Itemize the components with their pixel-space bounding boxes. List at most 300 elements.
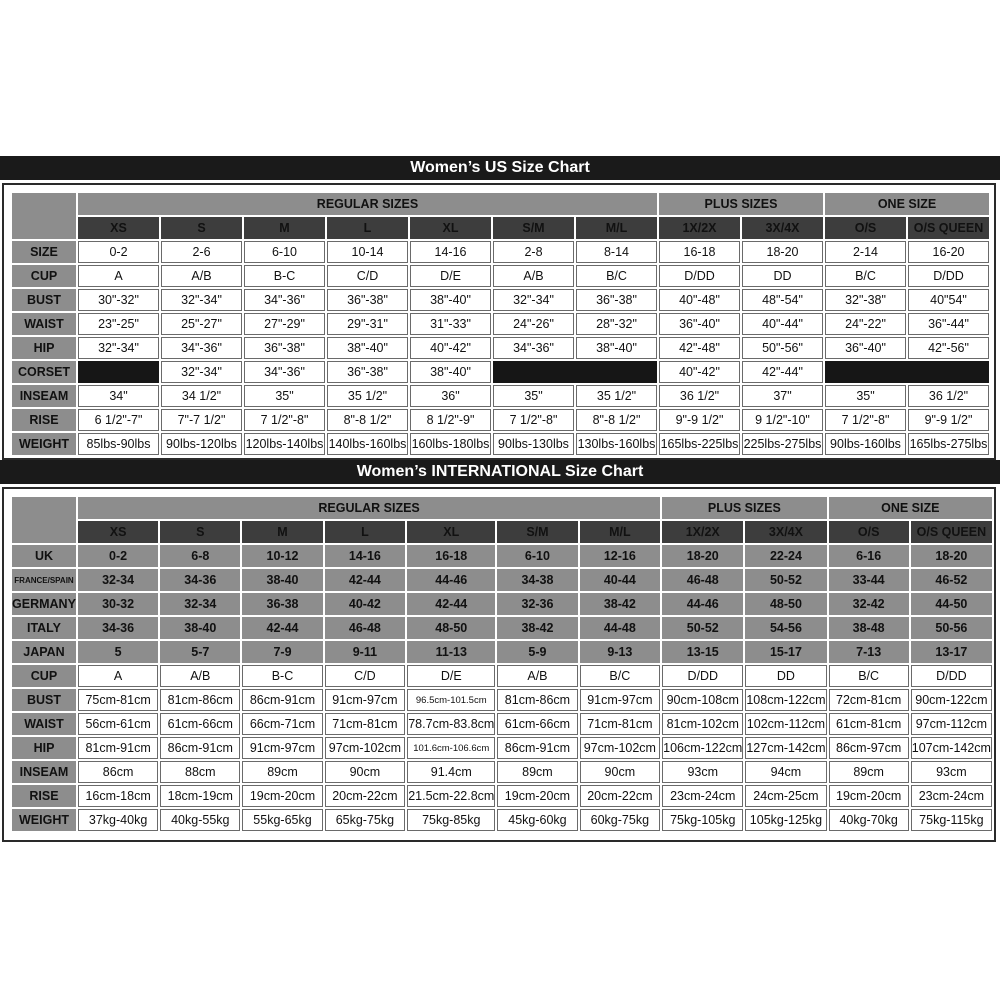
table-cell: 24"-22" xyxy=(825,313,906,335)
table-cell: 29"-31" xyxy=(327,313,408,335)
table-cell: 36"-38" xyxy=(327,289,408,311)
table-cell: 5-7 xyxy=(160,641,240,663)
row-header-france-spain: FRANCE/SPAIN xyxy=(12,569,76,591)
table-cell: 21.5cm-22.8cm xyxy=(407,785,495,807)
row-header-italy: ITALY xyxy=(12,617,76,639)
table-row-germany xyxy=(12,593,992,615)
table-cell: 44-46 xyxy=(662,593,743,615)
table-cell: 34"-36" xyxy=(244,289,325,311)
table-cell: 16cm-18cm xyxy=(78,785,158,807)
table-cell: 93cm xyxy=(662,761,743,783)
table-cell: 75kg-115kg xyxy=(911,809,992,831)
table-cell: 24cm-25cm xyxy=(745,785,826,807)
table-cell: 90lbs-160lbs xyxy=(825,433,906,455)
row-header-waist: WAIST xyxy=(12,713,76,735)
table-row-bust xyxy=(12,689,992,711)
table-cell: 38-40 xyxy=(242,569,322,591)
table-cell: 42"-48" xyxy=(659,337,740,359)
table-cell: 97cm-112cm xyxy=(911,713,992,735)
table-cell: 127cm-142cm xyxy=(745,737,826,759)
table-cell: 89cm xyxy=(242,761,322,783)
table-cell: 35 1/2" xyxy=(576,385,657,407)
table-cell: 38-40 xyxy=(160,617,240,639)
table-cell: 86cm-91cm xyxy=(242,689,322,711)
not-available-cell xyxy=(78,361,159,383)
table-cell: B/C xyxy=(576,265,657,287)
table-cell: 97cm-102cm xyxy=(580,737,661,759)
table-cell: 32-42 xyxy=(829,593,909,615)
table-cell: 42-44 xyxy=(407,593,495,615)
table-cell: 32-36 xyxy=(497,593,577,615)
table-cell: 81cm-86cm xyxy=(160,689,240,711)
table-row-uk xyxy=(12,545,992,567)
table-cell: 65kg-75kg xyxy=(325,809,406,831)
column-header-1x-2x: 1X/2X xyxy=(659,217,740,239)
row-header-germany: GERMANY xyxy=(12,593,76,615)
table-cell: 7"-7 1/2" xyxy=(161,409,242,431)
table-cell: 40"-44" xyxy=(742,313,823,335)
table-row-waist xyxy=(12,313,989,335)
table-cell: B/C xyxy=(825,265,906,287)
table-cell: 18-20 xyxy=(911,545,992,567)
international-size-chart xyxy=(2,487,996,842)
group-header-one-size: ONE SIZE xyxy=(825,193,989,215)
table-cell: 71cm-81cm xyxy=(325,713,406,735)
table-cell: 36"-40" xyxy=(659,313,740,335)
table-cell: 19cm-20cm xyxy=(497,785,577,807)
table-cell: 24"-26" xyxy=(493,313,574,335)
table-cell: D/DD xyxy=(662,665,743,687)
table-cell: 36 1/2" xyxy=(659,385,740,407)
table-cell: 101.6cm-106.6cm xyxy=(407,737,495,759)
table-cell: 38"-40" xyxy=(327,337,408,359)
table-row-corset xyxy=(12,361,989,383)
table-cell: 8 1/2"-9" xyxy=(410,409,491,431)
group-header-regular-sizes: REGULAR SIZES xyxy=(78,193,657,215)
table-cell: 90lbs-120lbs xyxy=(161,433,242,455)
table-cell: 225lbs-275lbs xyxy=(742,433,823,455)
table-row-inseam xyxy=(12,761,992,783)
table-cell: B/C xyxy=(580,665,661,687)
table-corner xyxy=(12,497,76,543)
table-cell: 96.5cm-101.5cm xyxy=(407,689,495,711)
row-header-inseam: INSEAM xyxy=(12,385,76,407)
table-row-weight xyxy=(12,809,992,831)
table-cell: 34"-36" xyxy=(161,337,242,359)
not-available-cell xyxy=(825,361,989,383)
table-cell: DD xyxy=(745,665,826,687)
table-cell: 7-9 xyxy=(242,641,322,663)
table-cell: 35 1/2" xyxy=(327,385,408,407)
table-cell: 32"-38" xyxy=(825,289,906,311)
table-cell: 91cm-97cm xyxy=(325,689,406,711)
table-cell: 6 1/2"-7" xyxy=(78,409,159,431)
table-cell: 40kg-70kg xyxy=(829,809,909,831)
table-cell: 71cm-81cm xyxy=(580,713,661,735)
table-cell: 27"-29" xyxy=(244,313,325,335)
table-cell: 38-42 xyxy=(580,593,661,615)
row-header-bust: BUST xyxy=(12,289,76,311)
table-cell: 38-48 xyxy=(829,617,909,639)
table-cell: 31"-33" xyxy=(410,313,491,335)
table-cell: 50"-56" xyxy=(742,337,823,359)
table-cell: 38"-40" xyxy=(410,289,491,311)
table-cell: 40"-42" xyxy=(659,361,740,383)
table-row-hip xyxy=(12,737,992,759)
table-cell: D/E xyxy=(407,665,495,687)
table-cell: 91cm-97cm xyxy=(580,689,661,711)
row-header-corset: CORSET xyxy=(12,361,76,383)
table-cell: 45kg-60kg xyxy=(497,809,577,831)
us-size-chart-title: Women’s US Size Chart xyxy=(0,156,1000,180)
table-cell: 48-50 xyxy=(407,617,495,639)
column-header-xs: XS xyxy=(78,217,159,239)
table-cell: A/B xyxy=(161,265,242,287)
table-cell: 34-36 xyxy=(160,569,240,591)
table-cell: 105kg-125kg xyxy=(745,809,826,831)
table-cell: 90cm xyxy=(325,761,406,783)
table-cell: 160lbs-180lbs xyxy=(410,433,491,455)
table-cell: 7 1/2"-8" xyxy=(825,409,906,431)
row-header-rise: RISE xyxy=(12,785,76,807)
table-cell: 75kg-105kg xyxy=(662,809,743,831)
table-cell: 81cm-91cm xyxy=(78,737,158,759)
table-cell: D/DD xyxy=(911,665,992,687)
row-header-waist: WAIST xyxy=(12,313,76,335)
table-cell: 34"-36" xyxy=(493,337,574,359)
table-cell: 38-42 xyxy=(497,617,577,639)
table-cell: 66cm-71cm xyxy=(242,713,322,735)
table-cell: 81cm-102cm xyxy=(662,713,743,735)
table-cell: 0-2 xyxy=(78,545,158,567)
table-cell: C/D xyxy=(325,665,406,687)
table-cell: 30-32 xyxy=(78,593,158,615)
table-row-cup xyxy=(12,665,992,687)
table-cell: 28"-32" xyxy=(576,313,657,335)
table-cell: D/DD xyxy=(659,265,740,287)
table-cell: 90cm xyxy=(580,761,661,783)
table-cell: A/B xyxy=(493,265,574,287)
table-row-rise xyxy=(12,785,992,807)
table-row-bust xyxy=(12,289,989,311)
row-header-rise: RISE xyxy=(12,409,76,431)
table-cell: C/D xyxy=(327,265,408,287)
table-row-weight xyxy=(12,433,989,455)
table-cell: 61cm-66cm xyxy=(160,713,240,735)
table-cell: 36"-38" xyxy=(244,337,325,359)
table-cell: 16-18 xyxy=(659,241,740,263)
group-header-row xyxy=(12,497,992,519)
column-header-s-m: S/M xyxy=(497,521,577,543)
table-cell: 6-16 xyxy=(829,545,909,567)
row-header-uk: UK xyxy=(12,545,76,567)
table-cell: D/E xyxy=(410,265,491,287)
table-cell: 9"-9 1/2" xyxy=(659,409,740,431)
table-cell: 36 1/2" xyxy=(908,385,989,407)
table-cell: 22-24 xyxy=(745,545,826,567)
table-cell: 32"-34" xyxy=(78,337,159,359)
table-cell: 90cm-122cm xyxy=(911,689,992,711)
table-cell: 14-16 xyxy=(410,241,491,263)
table-row-size xyxy=(12,241,989,263)
table-cell: 34"-36" xyxy=(244,361,325,383)
table-cell: B-C xyxy=(242,665,322,687)
table-cell: 75kg-85kg xyxy=(407,809,495,831)
table-cell: 32"-34" xyxy=(161,361,242,383)
table-cell: 40-44 xyxy=(580,569,661,591)
table-cell: 61cm-66cm xyxy=(497,713,577,735)
column-header-s: S xyxy=(161,217,242,239)
column-header-o-s: O/S xyxy=(825,217,906,239)
table-cell: 72cm-81cm xyxy=(829,689,909,711)
row-header-hip: HIP xyxy=(12,737,76,759)
table-cell: 2-6 xyxy=(161,241,242,263)
row-header-cup: CUP xyxy=(12,265,76,287)
table-cell: 40-42 xyxy=(325,593,406,615)
table-cell: 97cm-102cm xyxy=(325,737,406,759)
table-row-cup xyxy=(12,265,989,287)
row-header-hip: HIP xyxy=(12,337,76,359)
table-cell: 46-52 xyxy=(911,569,992,591)
table-cell: 36"-40" xyxy=(825,337,906,359)
table-cell: 86cm xyxy=(78,761,158,783)
column-header-row xyxy=(12,521,992,543)
group-header-one-size: ONE SIZE xyxy=(829,497,992,519)
table-cell: 6-10 xyxy=(244,241,325,263)
table-cell: 7 1/2"-8" xyxy=(493,409,574,431)
table-cell: 35" xyxy=(825,385,906,407)
table-cell: 165lbs-225lbs xyxy=(659,433,740,455)
row-header-inseam: INSEAM xyxy=(12,761,76,783)
table-cell: 35" xyxy=(493,385,574,407)
table-cell: 9-13 xyxy=(580,641,661,663)
table-cell: 36-38 xyxy=(242,593,322,615)
table-cell: 13-15 xyxy=(662,641,743,663)
table-cell: 46-48 xyxy=(325,617,406,639)
table-cell: 19cm-20cm xyxy=(829,785,909,807)
table-cell: 130lbs-160lbs xyxy=(576,433,657,455)
table-cell: 10-14 xyxy=(327,241,408,263)
table-cell: 44-46 xyxy=(407,569,495,591)
table-cell: 34" xyxy=(78,385,159,407)
table-cell: A/B xyxy=(497,665,577,687)
table-cell: 23cm-24cm xyxy=(662,785,743,807)
table-cell: A xyxy=(78,265,159,287)
table-cell: 50-52 xyxy=(745,569,826,591)
table-cell: B-C xyxy=(244,265,325,287)
column-header-m: M xyxy=(244,217,325,239)
table-cell: 91cm-97cm xyxy=(242,737,322,759)
group-header-regular-sizes: REGULAR SIZES xyxy=(78,497,660,519)
table-cell: 81cm-86cm xyxy=(497,689,577,711)
table-cell: 9-11 xyxy=(325,641,406,663)
table-cell: 37kg-40kg xyxy=(78,809,158,831)
international-size-table xyxy=(10,495,994,833)
table-cell: 140lbs-160lbs xyxy=(327,433,408,455)
table-cell: 25"-27" xyxy=(161,313,242,335)
table-cell: 12-16 xyxy=(580,545,661,567)
table-cell: 0-2 xyxy=(78,241,159,263)
table-cell: 5-9 xyxy=(497,641,577,663)
table-cell: 90lbs-130lbs xyxy=(493,433,574,455)
table-cell: 50-56 xyxy=(911,617,992,639)
column-header-l: L xyxy=(325,521,406,543)
table-cell: 38"-40" xyxy=(410,361,491,383)
table-cell: 35" xyxy=(244,385,325,407)
table-cell: 8"-8 1/2" xyxy=(327,409,408,431)
table-cell: 16-20 xyxy=(908,241,989,263)
table-row-inseam xyxy=(12,385,989,407)
table-cell: 93cm xyxy=(911,761,992,783)
row-header-japan: JAPAN xyxy=(12,641,76,663)
table-cell: 6-8 xyxy=(160,545,240,567)
table-cell: 11-13 xyxy=(407,641,495,663)
table-cell: 40"-48" xyxy=(659,289,740,311)
column-header-s: S xyxy=(160,521,240,543)
table-cell: 48-50 xyxy=(745,593,826,615)
table-cell: 89cm xyxy=(829,761,909,783)
table-cell: 46-48 xyxy=(662,569,743,591)
table-cell: 55kg-65kg xyxy=(242,809,322,831)
table-cell: 18-20 xyxy=(742,241,823,263)
table-cell: 120lbs-140lbs xyxy=(244,433,325,455)
international-size-table-body xyxy=(12,497,992,831)
table-cell: 86cm-91cm xyxy=(160,737,240,759)
table-cell: 90cm-108cm xyxy=(662,689,743,711)
table-cell: 85lbs-90lbs xyxy=(78,433,159,455)
group-header-row xyxy=(12,193,989,215)
table-cell: 20cm-22cm xyxy=(580,785,661,807)
table-cell: A xyxy=(78,665,158,687)
table-cell: 165lbs-275lbs xyxy=(908,433,989,455)
table-cell: 36" xyxy=(410,385,491,407)
row-header-cup: CUP xyxy=(12,665,76,687)
row-header-weight: WEIGHT xyxy=(12,809,76,831)
table-cell: 89cm xyxy=(497,761,577,783)
table-cell: 54-56 xyxy=(745,617,826,639)
table-cell: 106cm-122cm xyxy=(662,737,743,759)
table-cell: 36"-44" xyxy=(908,313,989,335)
table-row-hip xyxy=(12,337,989,359)
table-cell: 56cm-61cm xyxy=(78,713,158,735)
column-header-3x-4x: 3X/4X xyxy=(742,217,823,239)
table-cell: DD xyxy=(742,265,823,287)
table-cell: 33-44 xyxy=(829,569,909,591)
table-cell: 44-50 xyxy=(911,593,992,615)
table-cell: 8-14 xyxy=(576,241,657,263)
table-cell: 107cm-142cm xyxy=(911,737,992,759)
table-cell: 7 1/2"-8" xyxy=(244,409,325,431)
table-cell: 13-17 xyxy=(911,641,992,663)
table-cell: 94cm xyxy=(745,761,826,783)
column-header-m-l: M/L xyxy=(580,521,661,543)
table-cell: D/DD xyxy=(908,265,989,287)
table-cell: 16-18 xyxy=(407,545,495,567)
table-row-italy xyxy=(12,617,992,639)
row-header-bust: BUST xyxy=(12,689,76,711)
column-header-xs: XS xyxy=(78,521,158,543)
table-cell: 42-44 xyxy=(325,569,406,591)
table-cell: 32-34 xyxy=(160,593,240,615)
table-cell: 18cm-19cm xyxy=(160,785,240,807)
table-cell: 5 xyxy=(78,641,158,663)
table-cell: 32-34 xyxy=(78,569,158,591)
table-cell: 34 1/2" xyxy=(161,385,242,407)
table-cell: 32"-34" xyxy=(161,289,242,311)
table-cell: 44-48 xyxy=(580,617,661,639)
not-available-cell xyxy=(493,361,657,383)
table-cell: 10-12 xyxy=(242,545,322,567)
table-cell: 91.4cm xyxy=(407,761,495,783)
table-cell: 8"-8 1/2" xyxy=(576,409,657,431)
table-cell: 42-44 xyxy=(242,617,322,639)
table-cell: 36"-38" xyxy=(576,289,657,311)
table-cell: 42"-56" xyxy=(908,337,989,359)
us-size-table xyxy=(10,191,991,457)
column-header-s-m: S/M xyxy=(493,217,574,239)
table-cell: 23cm-24cm xyxy=(911,785,992,807)
table-cell: 40"54" xyxy=(908,289,989,311)
table-corner xyxy=(12,193,76,239)
table-cell: 60kg-75kg xyxy=(580,809,661,831)
table-cell: B/C xyxy=(829,665,909,687)
table-cell: 40kg-55kg xyxy=(160,809,240,831)
table-cell: 42"-44" xyxy=(742,361,823,383)
table-cell: 61cm-81cm xyxy=(829,713,909,735)
table-cell: 86cm-97cm xyxy=(829,737,909,759)
table-cell: 9 1/2"-10" xyxy=(742,409,823,431)
column-header-1x-2x: 1X/2X xyxy=(662,521,743,543)
table-cell: A/B xyxy=(160,665,240,687)
table-cell: 75cm-81cm xyxy=(78,689,158,711)
column-header-row xyxy=(12,217,989,239)
table-cell: 102cm-112cm xyxy=(745,713,826,735)
table-row-japan xyxy=(12,641,992,663)
us-size-chart xyxy=(2,183,996,460)
table-cell: 20cm-22cm xyxy=(325,785,406,807)
column-header-m: M xyxy=(242,521,322,543)
table-cell: 108cm-122cm xyxy=(745,689,826,711)
column-header-o-s-queen: O/S QUEEN xyxy=(908,217,989,239)
table-cell: 19cm-20cm xyxy=(242,785,322,807)
column-header-3x-4x: 3X/4X xyxy=(745,521,826,543)
table-cell: 30"-32" xyxy=(78,289,159,311)
table-cell: 34-38 xyxy=(497,569,577,591)
table-cell: 15-17 xyxy=(745,641,826,663)
table-cell: 38"-40" xyxy=(576,337,657,359)
table-row-rise xyxy=(12,409,989,431)
table-cell: 2-14 xyxy=(825,241,906,263)
group-header-plus-sizes: PLUS SIZES xyxy=(659,193,823,215)
table-cell: 7-13 xyxy=(829,641,909,663)
table-cell: 14-16 xyxy=(325,545,406,567)
table-cell: 9"-9 1/2" xyxy=(908,409,989,431)
column-header-o-s-queen: O/S QUEEN xyxy=(911,521,992,543)
table-cell: 2-8 xyxy=(493,241,574,263)
table-row-waist xyxy=(12,713,992,735)
table-cell: 48"-54" xyxy=(742,289,823,311)
table-cell: 40"-42" xyxy=(410,337,491,359)
table-cell: 36"-38" xyxy=(327,361,408,383)
column-header-xl: XL xyxy=(410,217,491,239)
table-row-france-spain xyxy=(12,569,992,591)
column-header-l: L xyxy=(327,217,408,239)
us-size-table-body xyxy=(12,193,989,455)
group-header-plus-sizes: PLUS SIZES xyxy=(662,497,826,519)
table-cell: 23"-25" xyxy=(78,313,159,335)
row-header-weight: WEIGHT xyxy=(12,433,76,455)
table-cell: 88cm xyxy=(160,761,240,783)
